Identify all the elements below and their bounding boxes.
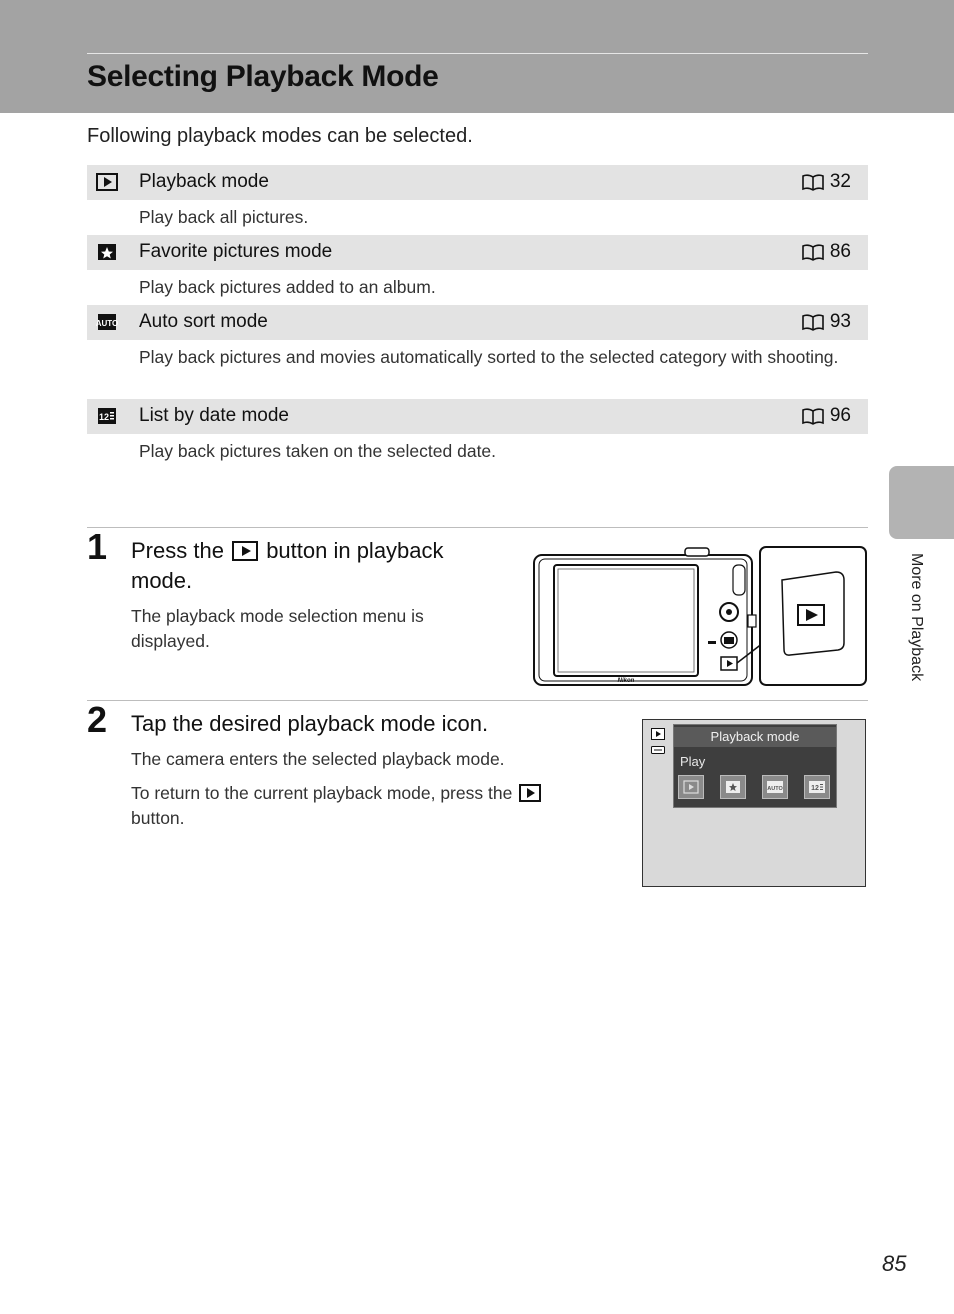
page-reference[interactable]: [801, 311, 851, 333]
book-icon: [801, 407, 825, 425]
playback-icon: [96, 173, 118, 191]
page-reference-number: 32: [829, 171, 851, 192]
camera-brand: Nikon: [617, 678, 635, 684]
page-number: 85: [882, 1251, 907, 1276]
svg-text:12: 12: [811, 785, 819, 792]
step-number: 1: [87, 526, 108, 567]
playback-icon: [683, 780, 699, 794]
mode-row-auto-sort: [87, 305, 868, 340]
auto-sort-icon: [96, 313, 118, 331]
book-icon: [801, 313, 825, 331]
favorite-mode-button[interactable]: [720, 775, 746, 799]
step-number: 2: [87, 699, 108, 740]
step-title: Tap the desired playback mode icon.: [131, 711, 489, 736]
list-by-date-mode-button[interactable]: [804, 775, 830, 799]
header-rule: [87, 53, 868, 54]
intro-text: Following playback modes can be selected.: [87, 125, 473, 147]
mode-description: Play back all pictures.: [139, 207, 309, 227]
side-label: More on Playback: [908, 553, 925, 682]
playback-button-icon: [519, 784, 541, 802]
playback-mode-menu: [673, 724, 837, 808]
favorite-icon: [725, 780, 741, 794]
side-tab: [889, 466, 954, 539]
mode-label: Playback mode: [139, 171, 269, 192]
favorite-icon: [96, 243, 118, 261]
auto-sort-icon: [766, 780, 784, 794]
memory-indicator-icon: [651, 746, 665, 754]
mode-label: Auto sort mode: [139, 311, 268, 332]
page-reference-number: 93: [829, 311, 851, 332]
lcd-screen: [642, 719, 866, 887]
page-reference[interactable]: [801, 171, 851, 193]
mode-description: Play back pictures taken on the selected date.: [139, 441, 497, 461]
mode-description: Play back pictures and movies automatically sorted to the selected category with shooting.: [139, 347, 839, 367]
mode-label: List by date mode: [139, 405, 289, 426]
page-title: Selecting Playback Mode: [87, 60, 439, 93]
list-by-date-icon: [808, 780, 826, 794]
menu-selected-label: Play: [680, 754, 706, 769]
page-reference[interactable]: [801, 405, 851, 427]
mode-description: Play back pictures added to an album.: [139, 277, 436, 297]
step-body-text: To return to the current playback mode, press the: [131, 783, 513, 803]
step-title-text: Press the: [131, 538, 224, 563]
step-body: The playback mode selection menu is displayed.: [131, 606, 424, 651]
svg-text:AUTO: AUTO: [767, 786, 783, 792]
step-divider: [87, 527, 868, 528]
mode-row-playback: [87, 165, 868, 200]
playback-mode-button[interactable]: [678, 775, 704, 799]
step-title-text: button in playback mode.: [131, 538, 444, 593]
mode-row-favorite: [87, 235, 868, 270]
svg-text:12: 12: [98, 412, 110, 422]
step-divider: [87, 700, 868, 701]
header-band: [0, 0, 954, 113]
playback-indicator-icon: [651, 728, 665, 740]
auto-sort-mode-button[interactable]: [762, 775, 788, 799]
svg-text:AUTO: AUTO: [96, 319, 118, 328]
page-reference-number: 86: [829, 241, 851, 262]
list-by-date-icon: [96, 407, 118, 425]
page-reference[interactable]: [801, 241, 851, 263]
mode-label: Favorite pictures mode: [139, 241, 333, 262]
step-body-text: button.: [131, 808, 185, 828]
mode-icon-row: [678, 775, 830, 799]
menu-title: Playback mode: [674, 727, 836, 747]
step-title: [131, 536, 491, 596]
mode-row-list-by-date: [87, 399, 868, 434]
book-icon: [801, 243, 825, 261]
book-icon: [801, 173, 825, 191]
playback-button-icon: [232, 541, 258, 561]
camera-illustration: [530, 545, 870, 690]
step-body: [131, 781, 591, 831]
step-body: The camera enters the selected playback mode.: [131, 749, 505, 769]
page-reference-number: 96: [829, 405, 851, 426]
